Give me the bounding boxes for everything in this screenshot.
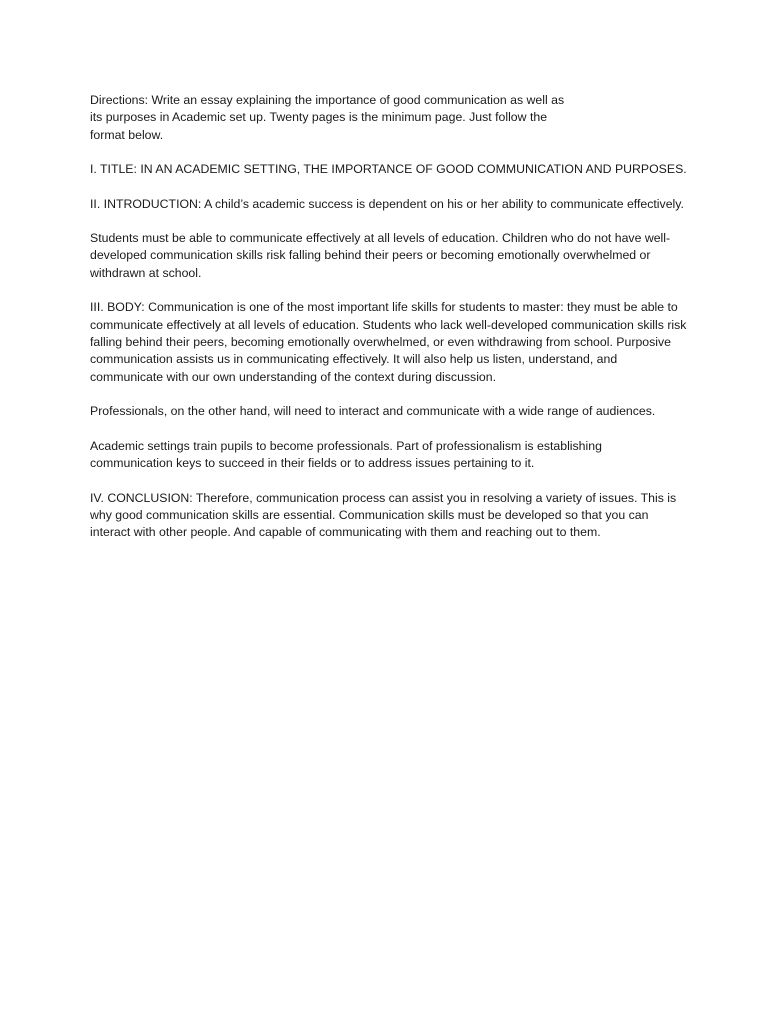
directions-paragraph [90, 92, 590, 144]
professionals-paragraph: Professionals, on the other hand, will need to interact and communicate with a wide range of audiences. [90, 404, 656, 419]
academic-settings-paragraph: Academic settings train pupils to become professionals. Part of professionalism is establishing communication keys to succeed in their fields or to address issues pertaining to it. [90, 438, 602, 471]
introduction-heading-paragraph: II. INTRODUCTION: A child’s academic success is dependent on his or her ability to communicate effectively. [90, 196, 684, 211]
introduction-paragraph: Students must be able to communicate effectively at all levels of education. Children who do not have well-developed communication skills risk falling behind their peers or becoming emotionally overwhelmed or withdrawn at school. [90, 231, 671, 280]
directions-line: format below. [90, 127, 164, 142]
directions-line: its purposes in Academic set up. Twenty pages is the minimum page. Just follow the [90, 110, 548, 125]
body-paragraph: III. BODY: Communication is one of the most important life skills for students to master: they must be able to communicate effectively at all levels of education. Students who lack well-developed communication skills risk falling behind their peers, becoming emotionally overwhelmed, or even withdrawing from school. Purposive communication assists us in communicating effectively. It will also help us listen, understand, and communicate with our own understanding of the context during discussion. [90, 300, 687, 384]
conclusion-paragraph: IV. CONCLUSION: Therefore, communication process can assist you in resolving a variety of issues. This is why good communication skills are essential. Communication skills must be developed so that you can interact with other people. And capable of communicating with them and reaching out to them. [90, 490, 677, 540]
directions-line: Directions: Write an essay explaining the importance of good communication as well as [90, 93, 565, 107]
document-body [90, 92, 688, 559]
essay-title: I. TITLE: IN AN ACADEMIC SETTING, THE IMPORTANCE OF GOOD COMMUNICATION AND PURPOSES. [90, 162, 687, 177]
